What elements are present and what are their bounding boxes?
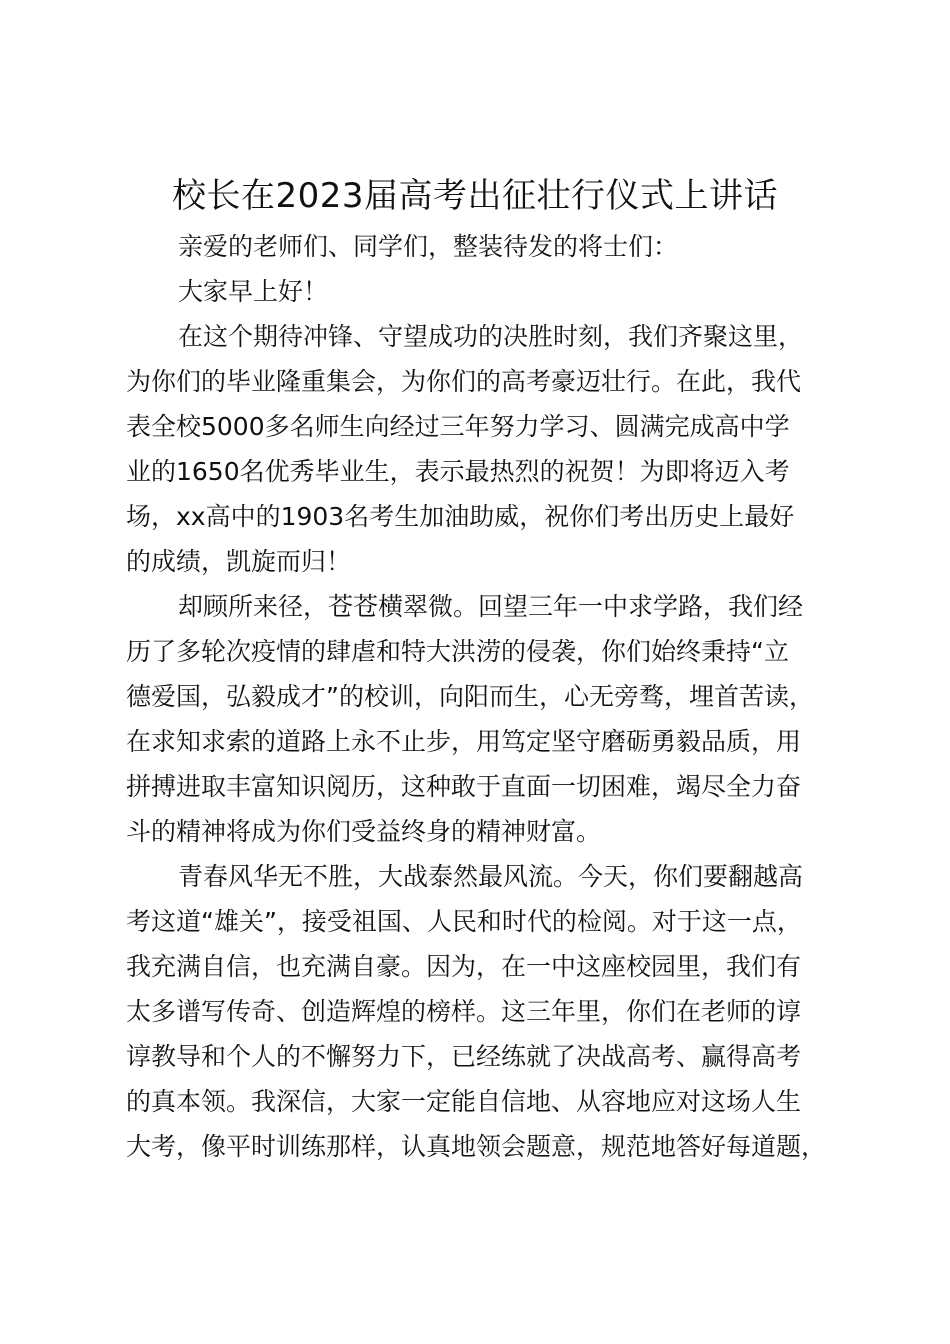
text-line: 太多谱写传奇、创造辉煌的榜样。这三年里，你们在老师的谆: [126, 997, 802, 1026]
text-line: 大家早上好！: [178, 277, 329, 306]
document-title: 校长在2023届高考出征壮行仪式上讲话: [171, 176, 779, 216]
text-line: 为你们的毕业隆重集会，为你们的高考豪迈壮行。在此，我代: [126, 367, 802, 396]
text-line: 的成绩，凯旋而归！: [126, 547, 352, 576]
text-line: 业的1650名优秀毕业生，表示最热烈的祝贺！为即将迈入考: [126, 457, 790, 486]
text-line: 斗的精神将成为你们受益终身的精神财富。: [126, 817, 602, 846]
text-line: 青春风华无不胜，大战泰然最风流。今天，你们要翻越高: [178, 862, 804, 891]
text-line: 大考，像平时训练那样，认真地领会题意，规范地答好每道题，: [126, 1132, 827, 1161]
text-line: 却顾所来径，苍苍横翠微。回望三年一中求学路，我们经: [178, 592, 804, 621]
text-line: 拼搏进取丰富知识阅历，这种敢于直面一切困难，竭尽全力奋: [126, 772, 802, 801]
text-line: 在求知求索的道路上永不止步，用笃定坚守磨砺勇毅品质，用: [126, 727, 802, 756]
text-line: 考这道“雄关”，接受祖国、人民和时代的检阅。对于这一点，: [126, 907, 802, 936]
text-line: 场，xx高中的1903名考生加油助威，祝你们考出历史上最好: [126, 502, 795, 531]
document-body: [126, 224, 856, 1169]
text-line: 德爱国，弘毅成才”的校训，向阳而生，心无旁骛，埋首苦读，: [126, 682, 814, 711]
text-line: 的真本领。我深信，大家一定能自信地、从容地应对这场人生: [126, 1087, 802, 1116]
text-line: 亲爱的老师们、同学们，整装待发的将士们：: [178, 232, 679, 261]
text-line: 历了多轮次疫情的肆虐和特大洪涝的侵袭，你们始终秉持“立: [126, 637, 789, 666]
text-line: 在这个期待冲锋、守望成功的决胜时刻，我们齐聚这里，: [178, 322, 804, 351]
text-line: 谆教导和个人的不懈努力下，已经练就了决战高考、赢得高考: [126, 1042, 802, 1071]
text-line: 表全校5000多名师生向经过三年努力学习、圆满完成高中学: [126, 412, 790, 441]
text-line: 我充满自信，也充满自豪。因为，在一中这座校园里，我们有: [126, 952, 802, 981]
